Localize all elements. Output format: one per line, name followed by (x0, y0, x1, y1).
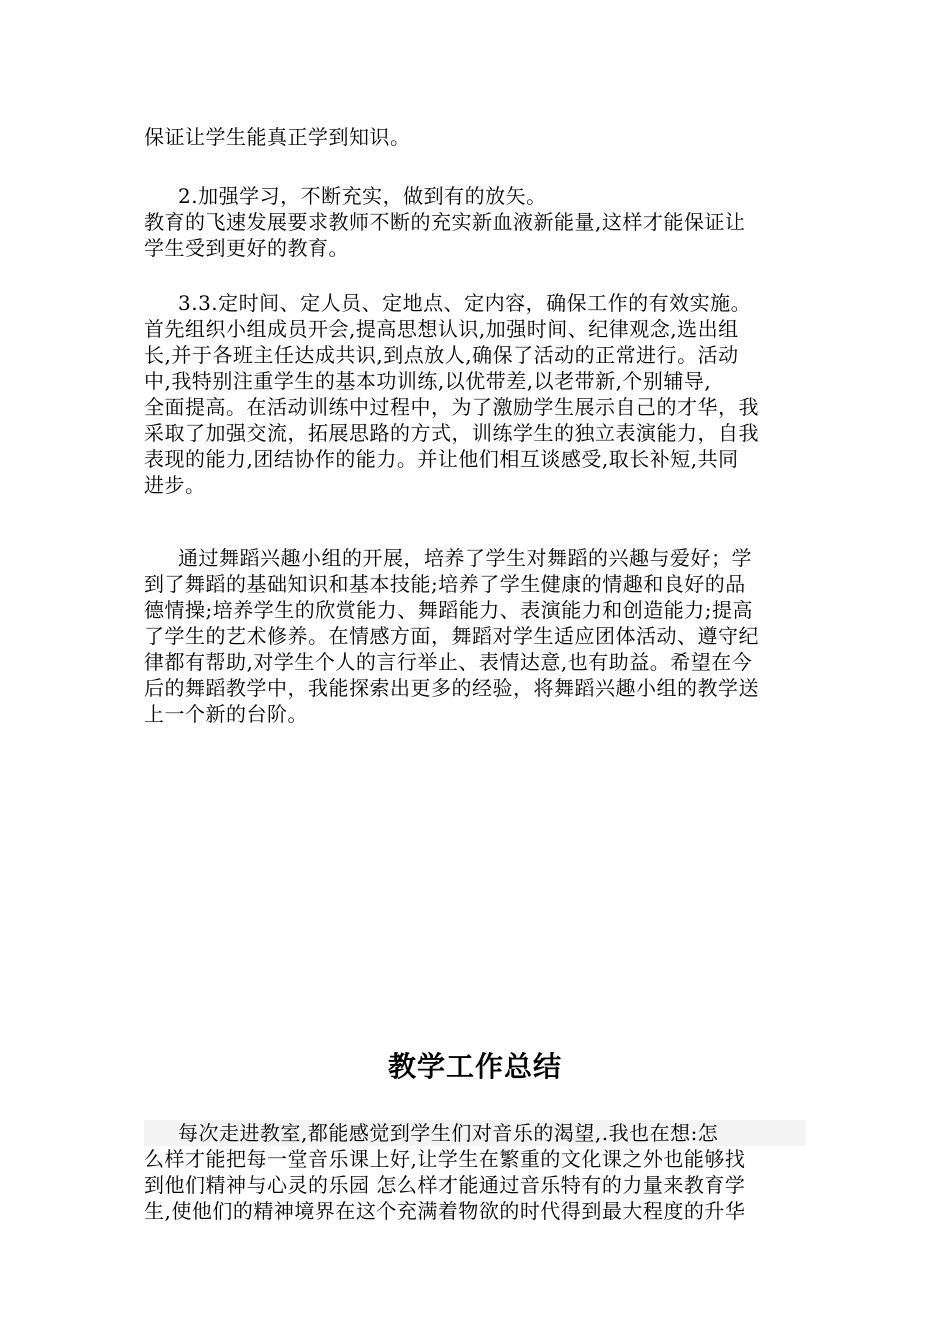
text-line: 到他们精神与心灵的乐园 怎么样才能通过音乐特有的力量来教育学 (144, 1173, 746, 1197)
text-line: 生,使他们的精神境界在这个充满着物欲的时代得到最大程度的升华 (144, 1199, 746, 1223)
text-line: 表现的能力,团结协作的能力。并让他们相互谈感受,取长补短,共同 (144, 447, 739, 471)
text-line: 进步。 (144, 473, 206, 497)
text-line: 学生受到更好的教育。 (144, 236, 349, 260)
paragraph-5 (144, 1120, 806, 1224)
text-line: 了学生的艺术修养。在情感方面，舞蹈对学生适应团体活动、遵守纪 (144, 624, 759, 648)
text-line: 保证让学生能真正学到知识。 (144, 125, 411, 149)
document-title: 教学工作总结 (387, 1050, 562, 1083)
section-heading-3: 3.3.定时间、定人员、定地点、定内容，确保工作的有效实施。 (178, 291, 752, 315)
section-heading-2: 2.加强学习，不断充实，做到有的放矢。 (178, 184, 547, 208)
text-line: 教育的飞速发展要求教师不断的充实新血液新能量,这样才能保证让 (144, 210, 746, 234)
text-line: 后的舞蹈教学中，我能探索出更多的经验，将舞蹈兴趣小组的教学送 (144, 676, 759, 700)
text-line: 首先组织小组成员开会,提高思想认识,加强时间、纪律观念,选出组 (144, 317, 739, 341)
text-line: 么样才能把每一堂音乐课上好,让学生在繁重的文化课之外也能够找 (144, 1147, 746, 1171)
paragraph-3 (144, 290, 806, 498)
text-line: 全面提高。在活动训练中过程中，为了激励学生展示自己的才华，我 (144, 395, 759, 419)
text-line: 上一个新的台阶。 (144, 702, 308, 726)
paragraph-1 (144, 124, 806, 150)
text-line: 每次走进教室,都能感觉到学生们对音乐的渴望,.我也在想:怎 (144, 1120, 806, 1146)
text-line: 律都有帮助,对学生个人的言行举止、表情达意,也有助益。希望在今 (144, 650, 753, 674)
text-line: 通过舞蹈兴趣小组的开展，培养了学生对舞蹈的兴趣与爱好；学 (178, 546, 752, 570)
paragraph-2 (144, 183, 806, 261)
text-line: 采取了加强交流，拓展思路的方式，训练学生的独立表演能力，自我 (144, 421, 759, 445)
text-line: 中,我特别注重学生的基本功训练,以优带差,以老带新,个别辅导, (144, 369, 712, 393)
text-line: 德情操;培养学生的欣赏能力、舞蹈能力、表演能力和创造能力;提高 (144, 598, 753, 622)
paragraph-4 (144, 545, 806, 727)
text-line: 到了舞蹈的基础知识和基本技能;培养了学生健康的情趣和良好的品 (144, 572, 746, 596)
text-line: 长,并于各班主任达成共识,到点放人,确保了活动的正常进行。活动 (144, 343, 739, 367)
